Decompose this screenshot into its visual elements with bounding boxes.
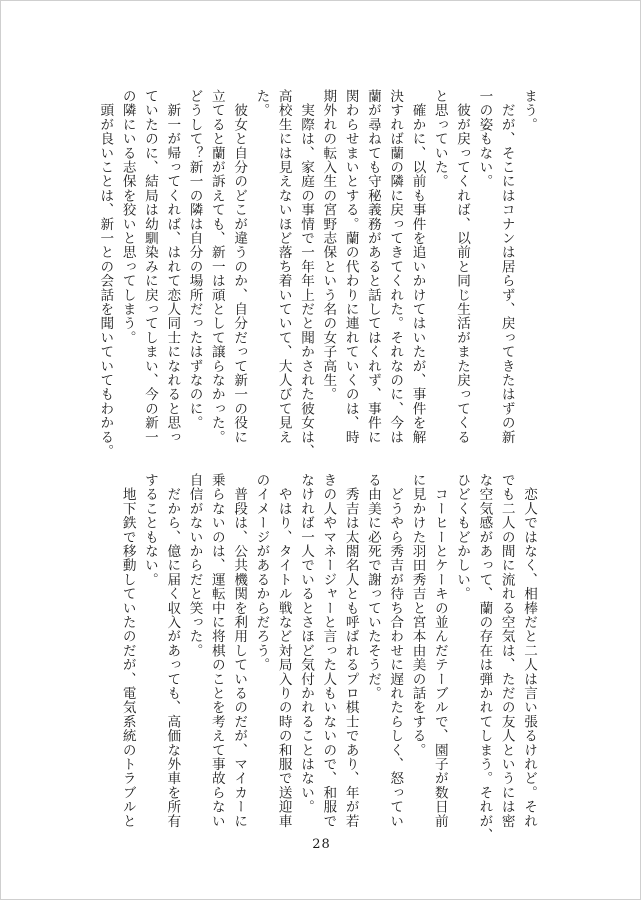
lower-text-column xyxy=(116,473,540,843)
text-line: だから、億に届く収入があっても、高価な外車を所有 xyxy=(164,473,181,828)
text-line: やはり、タイトル戦など対局入りの時の和服で送迎車 xyxy=(275,473,292,828)
text-line: のイメージがあるからだろう。 xyxy=(253,473,270,672)
text-line: 彼が戻ってくれば、以前と同じ生活がまた戻ってくる xyxy=(454,89,471,444)
text-line: でも二人の間に流れる空気は、ただの友人というには密 xyxy=(498,473,515,828)
text-line: きの人やマネージャーと言った人もいないので、和服で xyxy=(320,473,337,828)
text-line: 立てると蘭が訴えても、新一は頑として譲らなかった。 xyxy=(208,89,225,444)
text-line: どうやら秀吉が待ち合わせに遅れたらしく、怒ってい xyxy=(387,473,404,828)
text-line: 乗らないのは、運転中に将棋のことを考えて事故らない xyxy=(208,473,225,828)
text-line: 自信がないからだと笑った。 xyxy=(186,473,203,658)
text-line: 蘭が尋ねても守秘義務があると話してはくれず、事件に xyxy=(364,89,381,444)
text-line: 確かに、以前も事件を追いかけてはいたが、事件を解 xyxy=(409,89,426,444)
text-line: 彼女と自分のどこが違うのか、自分だって新一の役に xyxy=(231,89,248,444)
text-line: することもない。 xyxy=(141,473,158,587)
text-line: まう。 xyxy=(521,89,537,132)
text-line: なければ一人でいるとさほど気付かれることはない。 xyxy=(298,473,315,814)
text-line: 恋人ではなく、相棒だと二人は言い張るけれど。それ xyxy=(521,473,537,828)
text-line: 秀吉は太閤名人とも呼ばれるプロ棋士であり、年が若 xyxy=(342,473,359,828)
text-line: 一の姿もない。 xyxy=(476,89,493,189)
text-line: 普段は、公共機関を利用しているのだが、マイカーに xyxy=(231,473,248,828)
text-line: 高校生には見えないほど落ち着いていて、大人びて見え xyxy=(275,89,292,444)
text-line: に見かけた羽田秀吉と宮本由美の話をする。 xyxy=(409,473,426,757)
text-line: ひどくもどかしい。 xyxy=(454,473,471,601)
text-line: だが、そこにはコナンは居らず、戻ってきたはずの新 xyxy=(498,89,515,444)
text-line: 新一が帰ってくれば、はれて恋人同士になれると思っ xyxy=(164,89,181,444)
text-line: ていたのに、結局は幼馴染みに戻ってしまい、今の新一 xyxy=(141,89,158,444)
text-line: どうして？新一の隣は自分の場所だったはずなのに。 xyxy=(186,89,203,430)
text-line: 期外れの転入生の宮野志保という名の女子高生。 xyxy=(320,89,337,402)
text-line: 地下鉄で移動していたのだが、電気系統のトラブルと xyxy=(119,473,136,828)
text-line: の隣にいる志保を狡いと思ってしまう。 xyxy=(119,89,136,345)
text-line: た。 xyxy=(253,89,270,118)
page-number: 28 xyxy=(312,837,331,852)
text-line: 決すれば蘭の隣に戻ってきてくれた。それなのに、今は xyxy=(387,89,404,444)
text-line: 実際は、家庭の事情で一年年上だと聞かされた彼女は、 xyxy=(298,89,315,459)
text-line: 関わらせまいとする。蘭の代わりに連れていくのは、時 xyxy=(342,89,359,444)
text-line: 頭が良いことは、新一との会話を聞いていてもわかる。 xyxy=(97,89,114,459)
text-line: と思っていた。 xyxy=(431,89,448,189)
upper-text-column xyxy=(94,89,540,459)
text-line: な空気感があって、蘭の存在は弾かれてしまう。それが、 xyxy=(476,473,493,843)
text-line: る由美に必死で謝っていたそうだ。 xyxy=(364,473,381,701)
text-line: コーヒーとケーキの並んだテーブルで、園子が数日前 xyxy=(431,473,448,828)
